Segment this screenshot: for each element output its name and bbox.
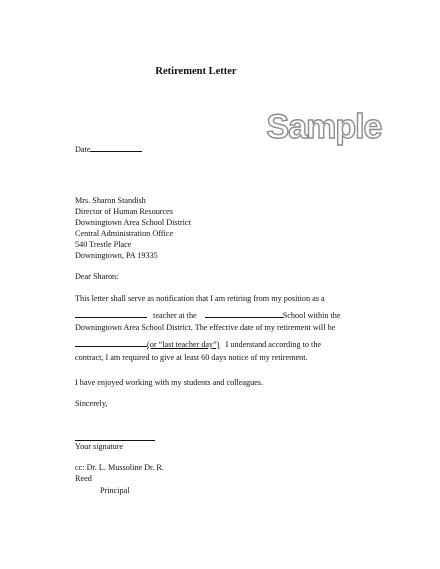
- body-line-1: This letter shall serve as notification that I am retiring from my position as a: [75, 294, 325, 303]
- body-line-2: [75, 309, 341, 321]
- recipient-district: Downingtown Area School District: [75, 218, 191, 227]
- school-name-blank: [75, 309, 147, 318]
- recipient-city: Downingtown, PA 19335: [75, 251, 158, 260]
- date-blank: [90, 143, 142, 152]
- signature-line: [75, 440, 155, 441]
- school-blank: [205, 309, 283, 318]
- retirement-date-blank: [75, 338, 145, 347]
- watermark-text: Sample: [266, 108, 382, 146]
- cc-line-3: Principal: [100, 486, 130, 495]
- cc-line-2: Reed: [75, 474, 92, 483]
- date-line: [75, 143, 142, 155]
- body-line-3: Downingtown Area School District. The effective date of my retirement will be: [75, 323, 336, 332]
- recipient-role: Director of Human Resources: [75, 207, 173, 216]
- closing: Sincerely,: [75, 399, 108, 408]
- cc-line-1: cc: Dr. L. Mussoline Dr. R.: [75, 463, 164, 472]
- signature-label: Your signature: [75, 442, 124, 451]
- body-line-4b: I understand according to the: [225, 340, 322, 349]
- recipient-office: Central Administration Office: [75, 229, 174, 238]
- recipient-street: 540 Trestle Place: [75, 240, 132, 249]
- body-line-2b: School within the: [282, 311, 341, 320]
- body-line-4a: (or “last teacher day”): [147, 340, 220, 349]
- sample-watermark: [266, 104, 382, 150]
- salutation: Dear Sharon:: [75, 272, 119, 281]
- paragraph-2: I have enjoyed working with my students and colleagues.: [75, 378, 264, 387]
- date-label: Date: [75, 145, 91, 154]
- body-line-4: [75, 338, 321, 350]
- recipient-name: Mrs. Sharon Standish: [75, 196, 146, 205]
- document-title: Retirement Letter: [155, 66, 237, 77]
- body-line-2a: teacher at the: [153, 311, 197, 320]
- body-line-5: contract, I am required to give at least 60 days notice of my retirement.: [75, 353, 308, 362]
